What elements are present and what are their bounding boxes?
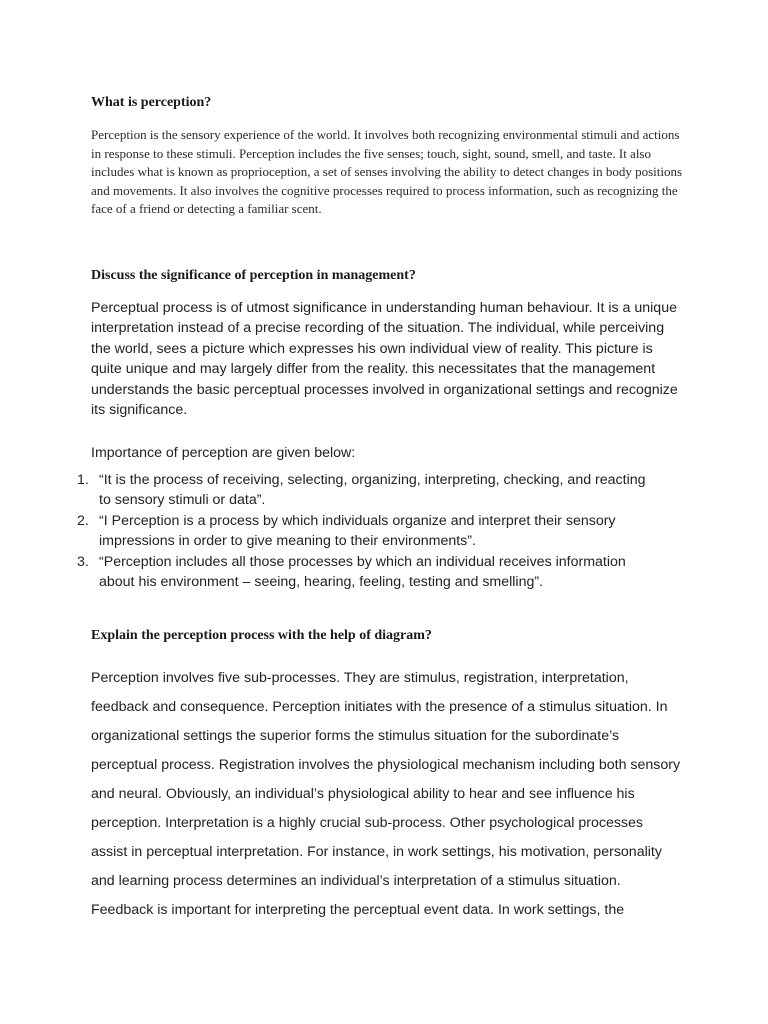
list-item-number: 3. (77, 553, 89, 570)
list-intro: Importance of perception are given below: (91, 445, 356, 461)
list-item-number: 1. (77, 472, 89, 488)
paragraph-perception-process: Perception involves five sub-processes. They are stimulus, registration, interpretation, feedback and consequence. Perception initiates with the presence of a stimulus situation. In organizational settings the superior forms the stimulus situation for the subordinate’s perceptual process. Registration involves the physiological mechanism including both sensory and neural. Obviously, an individual’s physiological ability to hear and see influence his perception. Interpretation is a highly crucial sub-process. Other psychological processes assist in perceptual interpretation. For instance, in work settings, his motivation, personality and learning process determines an individual’s interpretation of a stimulus situation. Feedback is important for interpreting the perceptual event data. In work settings, the (91, 670, 681, 918)
paragraph-perceptual-significance: Perceptual process is of utmost significance in understanding human behaviour. It is a unique interpretation instead of a precise recording of the situation. The individual, while perceiving the world, sees a picture which expresses his own individual view of reality. This picture is quite unique and may largely differ from the reality. this necessitates that the management understands the basic perceptual processes involved in organizational settings and recognize its significance. (91, 300, 678, 419)
heading-perception-process: Explain the perception process with the help of diagram? (91, 628, 432, 643)
heading-significance-in-management: Discuss the significance of perception in management? (91, 268, 416, 283)
heading-what-is-perception: What is perception? (91, 95, 212, 110)
list-item-text: “I Perception is a process by which individuals organize and interpret their sensory impressions in order to give meaning to their environments”. (99, 512, 616, 550)
paragraph-perception-definition: Perception is the sensory experience of the world. It involves both recognizing environmental stimuli and actions in response to these stimuli. Perception includes the five senses; touch, sight, sound, smell, and taste. It also includes what is known as proprioception, a set of senses involving the ability to detect changes in body positions and movements. It also involves the cognitive processes required to process information, such as recognizing the face of a friend or detecting a familiar scent. (91, 127, 683, 216)
list-item-number: 2. (77, 512, 89, 529)
list-item (77, 552, 659, 593)
list-item-text: “It is the process of receiving, selecting, organizing, interpreting, checking, and reacting to sensory stimuli or data”. (99, 472, 646, 509)
importance-list (77, 470, 659, 592)
list-item-text: “Perception includes all those processes by which an individual receives information about his environment – seeing, hearing, feeling, testing and smelling”. (99, 553, 626, 591)
list-item (77, 511, 659, 552)
list-item (77, 470, 659, 511)
